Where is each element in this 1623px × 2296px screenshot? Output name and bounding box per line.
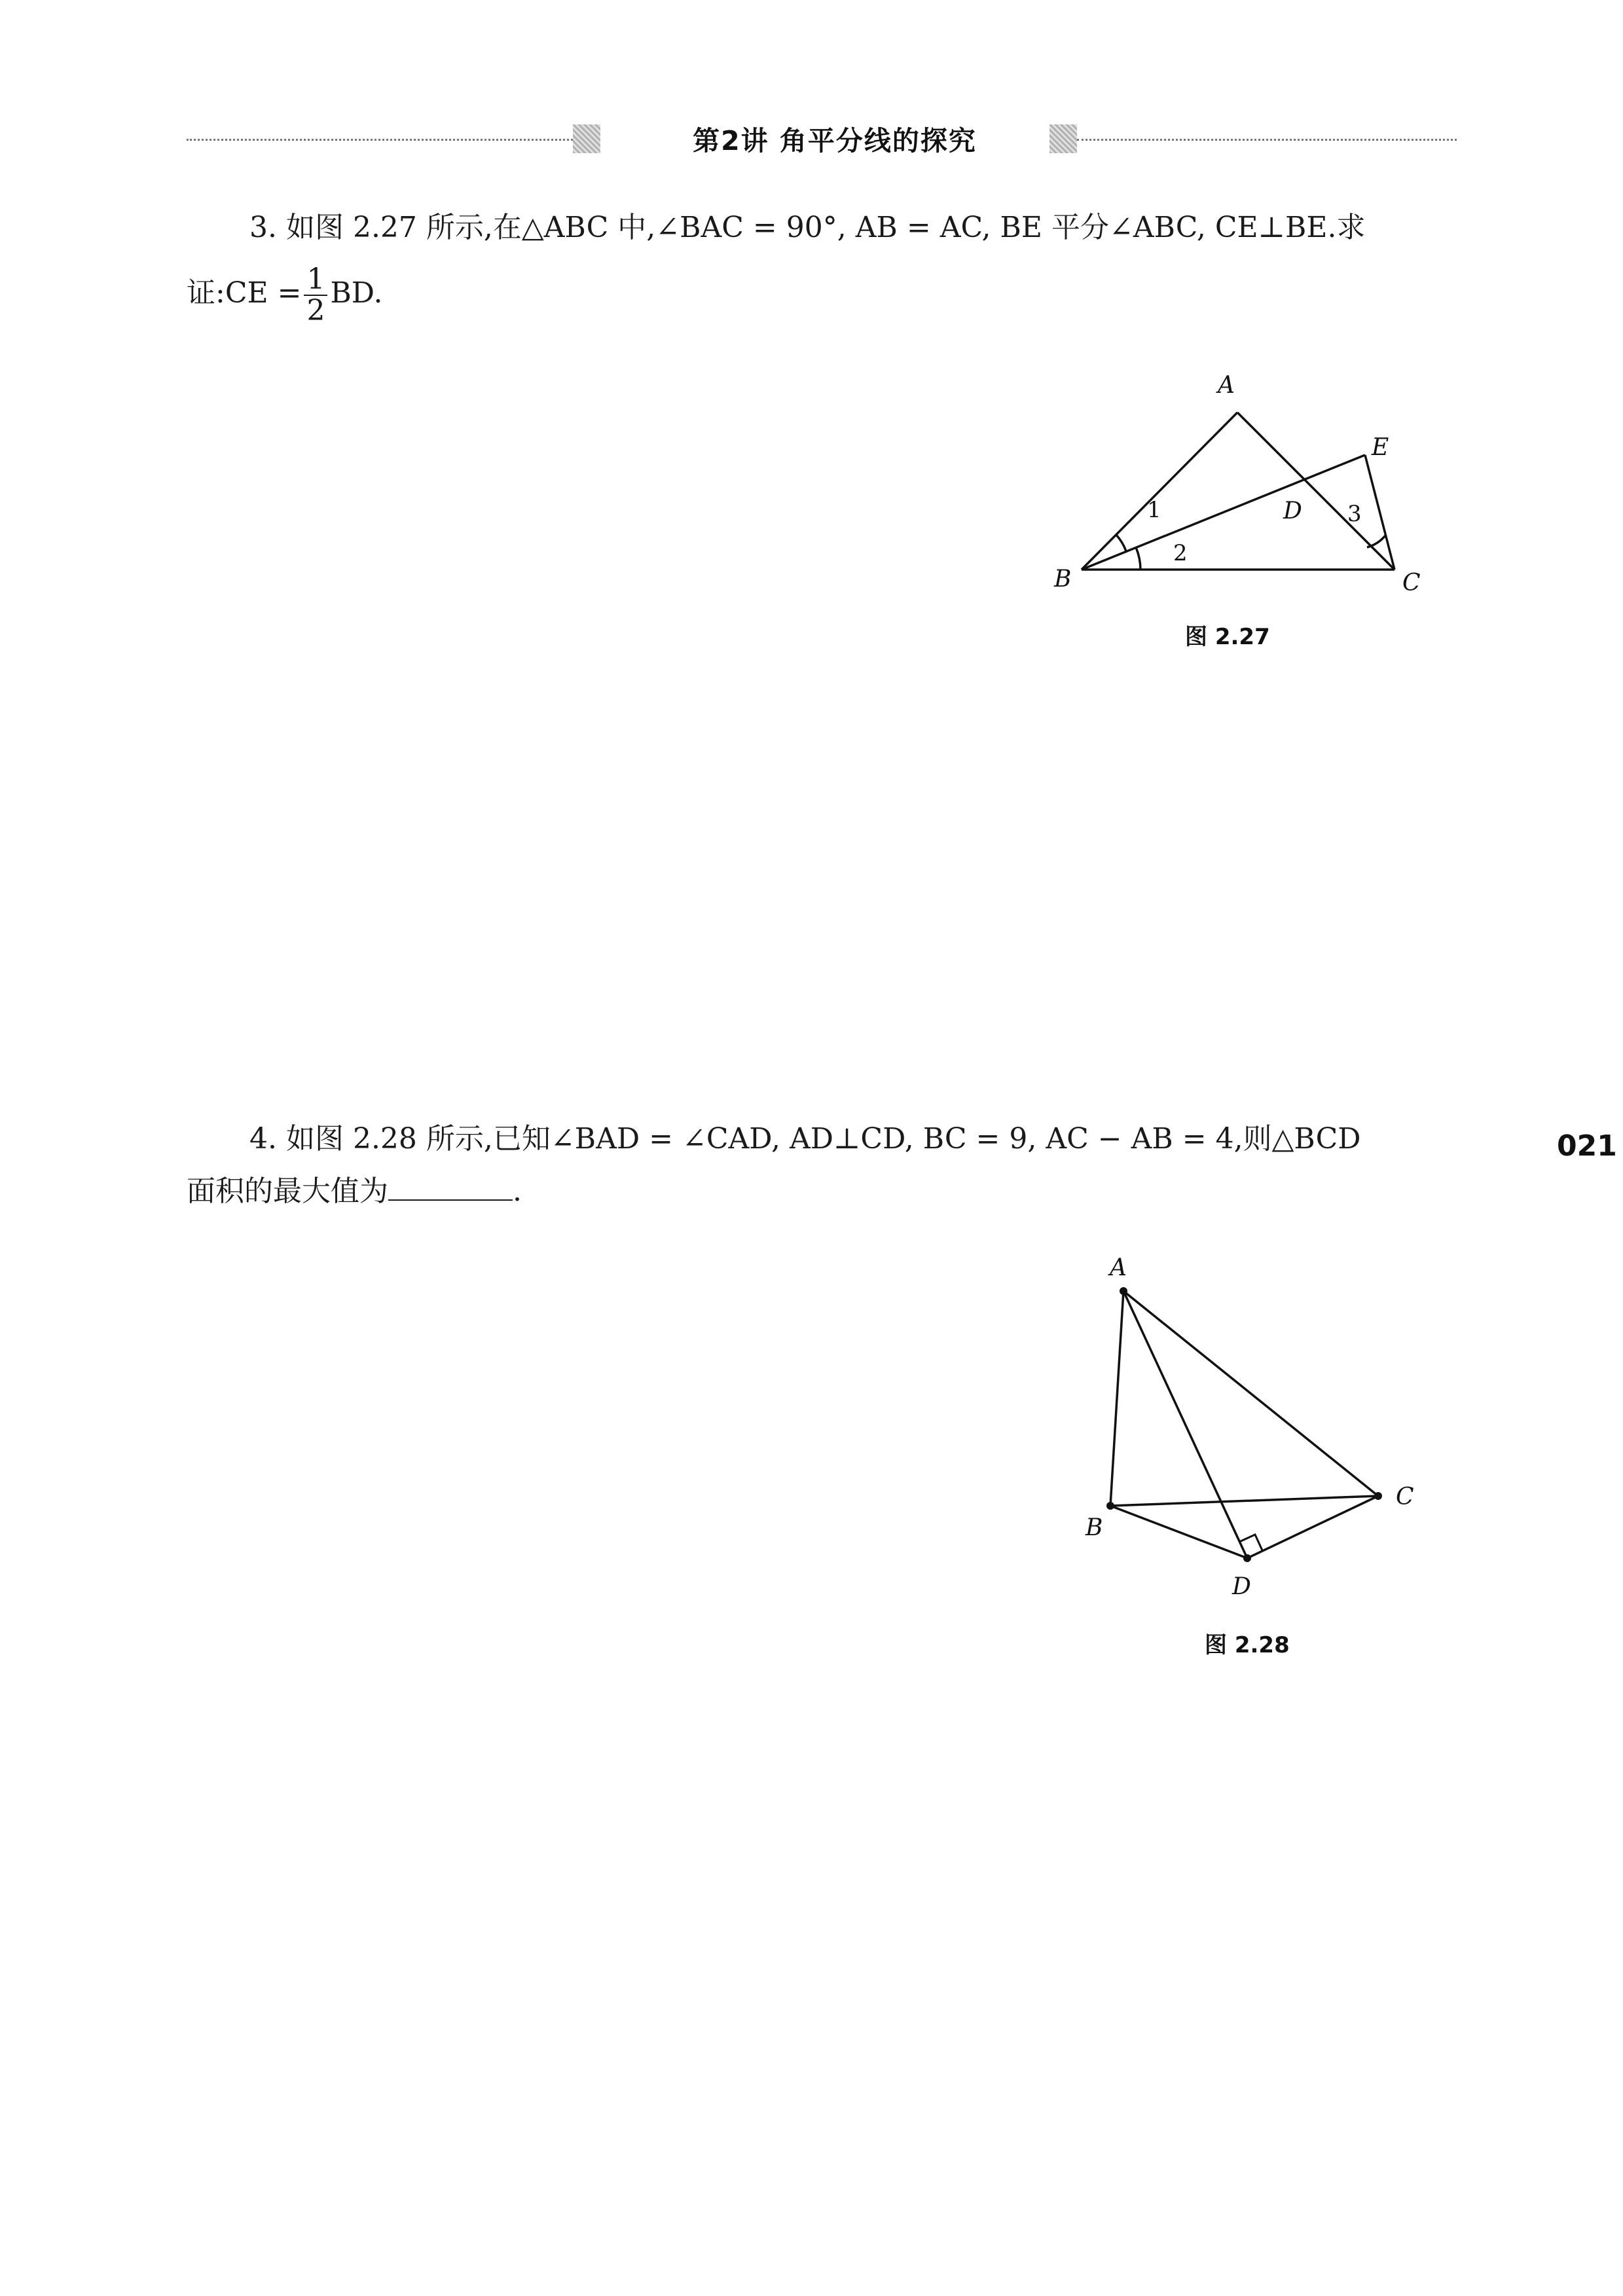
- point-c: [1374, 1492, 1382, 1500]
- answer-blank: [388, 1173, 513, 1201]
- segment-bc: [1110, 1496, 1378, 1506]
- problem-3-line-1: 3. 如图 2.27 所示,在△ABC 中,∠BAC = 90°, AB = AC, BE 平分∠ABC, CE⊥BE.求: [249, 211, 1366, 244]
- label-b: B: [1085, 1514, 1103, 1541]
- header-divider-left: [187, 139, 573, 141]
- label-angle-2: 2: [1173, 540, 1188, 566]
- point-b: [1106, 1502, 1114, 1510]
- figure-2-28-caption: 图 2.28: [1205, 1632, 1290, 1658]
- angle-3-arc: [1367, 536, 1385, 547]
- point-a: [1120, 1287, 1127, 1295]
- figure-2-28-diagram: [1074, 1244, 1467, 1624]
- segment-ac: [1123, 1291, 1378, 1496]
- problem-4-prefix: 面积的最大值为: [187, 1175, 388, 1208]
- label-e: E: [1372, 434, 1389, 461]
- segment-ab: [1110, 1291, 1123, 1506]
- segment-be: [1082, 455, 1365, 570]
- figure-2-28: [1074, 1244, 1467, 1676]
- fraction-numerator: 1: [304, 264, 327, 296]
- label-d: D: [1232, 1573, 1251, 1600]
- problem-3-line-2: [187, 263, 1457, 326]
- angle-2-arc: [1136, 547, 1140, 570]
- problem-4-line-2: [187, 1161, 1470, 1222]
- header-ornament-right: [1049, 124, 1077, 153]
- header-divider-right: [1077, 139, 1457, 141]
- label-angle-3: 3: [1347, 501, 1362, 527]
- segment-ab: [1082, 412, 1237, 570]
- problem-3: [187, 198, 1457, 326]
- point-d: [1243, 1554, 1251, 1562]
- problem-4-line-1: 4. 如图 2.28 所示,已知∠BAD = ∠CAD, AD⊥CD, BC = 9, AC − AB = 4,则△BCD: [249, 1122, 1361, 1156]
- running-header: [187, 117, 1457, 162]
- label-c: C: [1402, 570, 1421, 596]
- problem-4-suffix: .: [513, 1175, 522, 1208]
- problem-3-prefix: 证:CE =: [187, 276, 302, 310]
- problem-3-suffix: BD.: [330, 276, 383, 310]
- label-d: D: [1283, 498, 1302, 524]
- page-number: 021: [1557, 1129, 1617, 1163]
- problem-4: [187, 1109, 1470, 1222]
- segment-cd: [1247, 1496, 1378, 1558]
- label-b: B: [1054, 566, 1072, 592]
- segment-ec: [1365, 455, 1395, 570]
- label-a: A: [1110, 1254, 1127, 1281]
- label-a: A: [1218, 372, 1235, 399]
- figure-2-27: [1034, 367, 1453, 668]
- label-c: C: [1396, 1484, 1414, 1510]
- fraction-one-half: [304, 264, 327, 326]
- header-ornament-left: [573, 124, 600, 153]
- figure-2-27-caption: 图 2.27: [1185, 624, 1270, 650]
- figure-2-27-diagram: [1034, 367, 1453, 629]
- label-angle-1: 1: [1147, 497, 1161, 523]
- angle-1-arc: [1116, 535, 1126, 551]
- chapter-title: 第2讲 角平分线的探究: [693, 125, 977, 156]
- fraction-denominator: 2: [306, 293, 325, 327]
